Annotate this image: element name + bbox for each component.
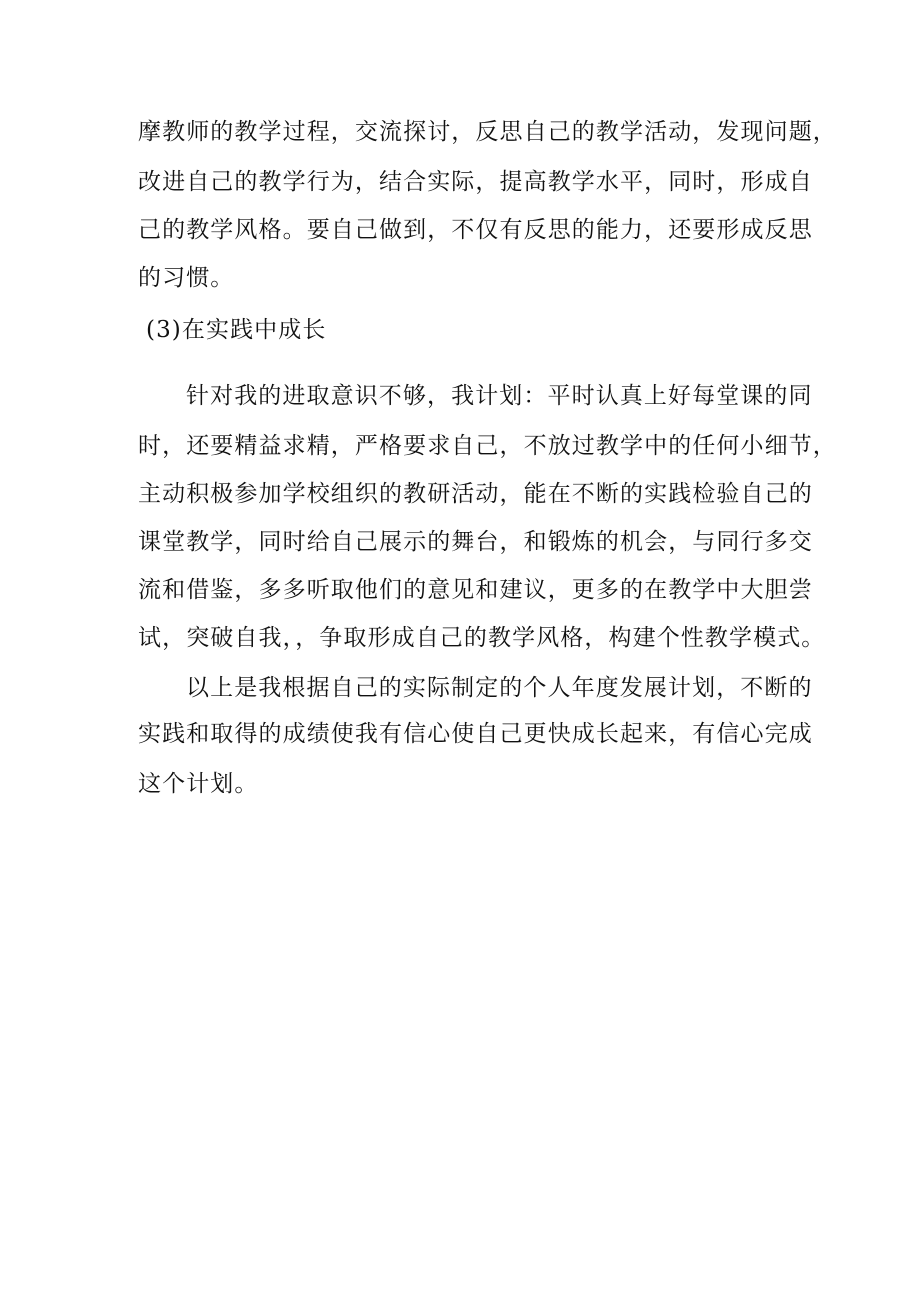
paragraph2-line: 时，还要精益求精，严格要求自己，不放过教学中的任何小细节，: [138, 433, 837, 459]
paragraph3-line: 以上是我根据自己的实际制定的个人年度发展计划，不断的: [186, 675, 813, 701]
paragraph1-line: 摩教师的教学过程，交流探讨，反思自己的教学活动，发现问题，: [138, 119, 837, 145]
paragraph2-line: 针对我的进取意识不够，我计划：平时认真上好每堂课的同: [186, 383, 813, 409]
paragraph2-line: 课堂教学，同时给自己展示的舞台，和锻炼的机会，与同行多交: [138, 529, 813, 555]
paragraph1-line: 改进自己的教学行为，结合实际，提高教学水平，同时，形成自: [138, 169, 813, 195]
paragraph3-line: 这个计划。: [138, 771, 259, 797]
section-heading: (3)在实践中成长: [146, 317, 327, 343]
paragraph3-line: 实践和取得的成绩使我有信心使自己更快成长起来，有信心完成: [138, 721, 813, 747]
paragraph2-line: 流和借鉴，多多听取他们的意见和建议，更多的在教学中大胆尝: [138, 577, 813, 603]
paragraph1-line: 的习惯。: [138, 265, 235, 291]
paragraph2-line: 主动积极参加学校组织的教研活动，能在不断的实践检验自己的: [138, 481, 813, 507]
paragraph1-line: 己的教学风格。要自己做到，不仅有反思的能力，还要形成反思: [138, 217, 813, 243]
paragraph2-line: 试，突破自我，，争取形成自己的教学风格，构建个性教学模式。: [138, 625, 826, 651]
